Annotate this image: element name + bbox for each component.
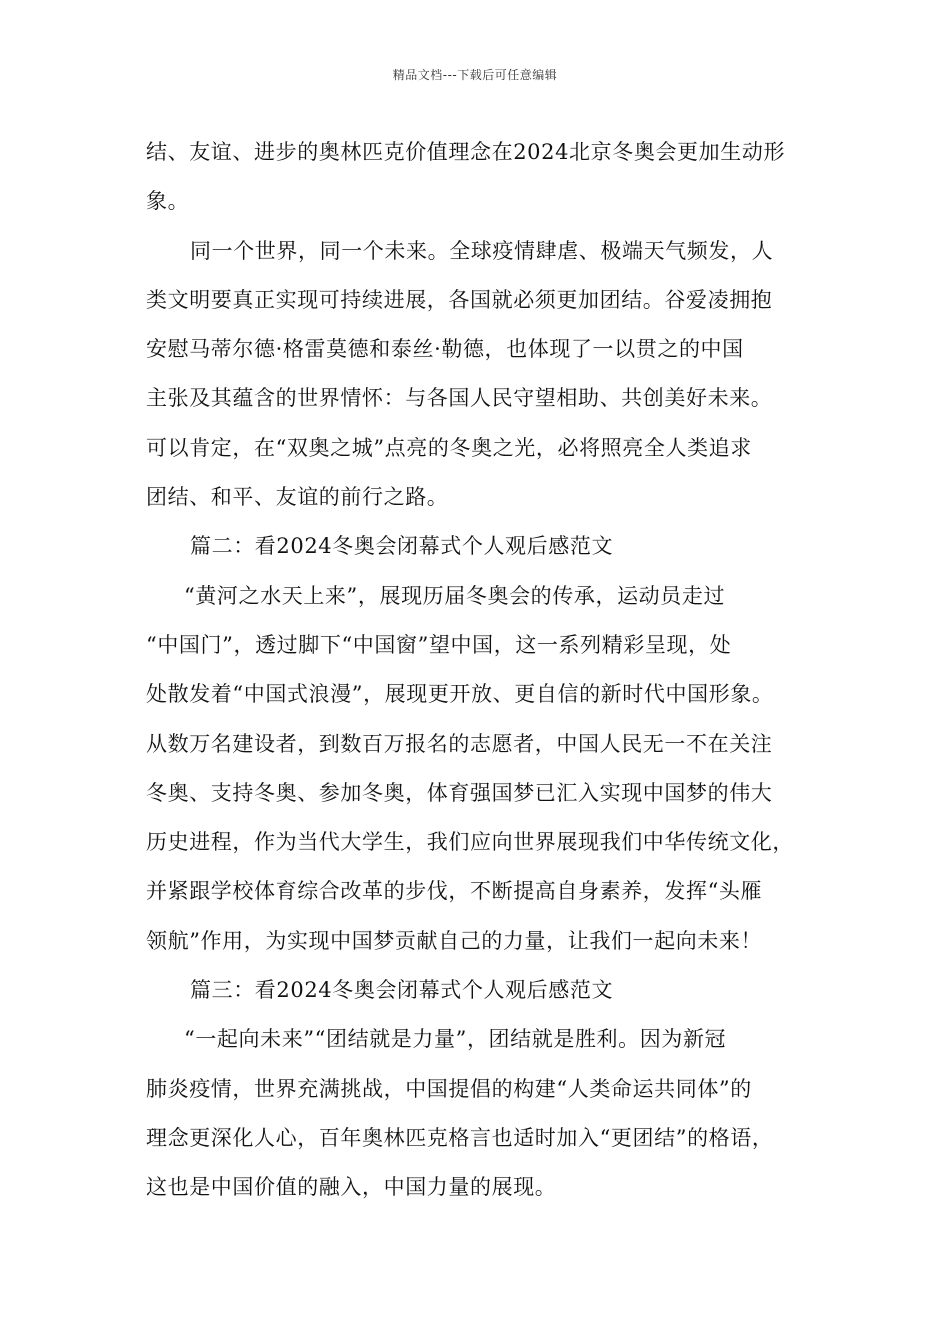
text-line: 类文明要真正实现可持续进展，各国就必须更加团结。谷爱凌拥抱 — [146, 287, 773, 312]
text-line: 安慰马蒂尔德·格雷莫德和泰丝·勒德，也体现了一以贯之的中国 — [146, 337, 744, 362]
text-line: 结、友谊、进步的奥林匹克价值理念在2024北京冬奥会更加生动形 — [146, 140, 786, 164]
text-line: “中国门”，透过脚下“中国窗”望中国，这一系列精彩呈现，处 — [146, 632, 732, 657]
paragraph-start-line: “黄河之水天上来”，展现历届冬奥会的传承，运动员走过 — [184, 583, 726, 608]
text-line: 并紧跟学校体育综合改革的步伐，不断提高自身素养，发挥“头雁 — [146, 879, 763, 904]
text-line: 理念更深化人心，百年奥林匹克格言也适时加入“更团结”的格语， — [146, 1125, 774, 1150]
text-line: 历史进程，作为当代大学生，我们应向世界展现我们中华传统文化， — [146, 830, 794, 855]
section-heading: 篇三：看2024冬奥会闭幕式个人观后感范文 — [190, 978, 614, 1003]
page-header: 精品文档---下载后可任意编辑 — [392, 68, 558, 82]
document-body — [146, 128, 826, 1213]
text-line: 肺炎疫情，世界充满挑战，中国提倡的构建“人类命运共同体”的 — [146, 1076, 752, 1101]
text-line: 团结、和平、友谊的前行之路。 — [146, 485, 449, 510]
text-line: 主张及其蕴含的世界情怀：与各国人民守望相助、共创美好未来。 — [146, 386, 773, 411]
text-line: 领航”作用，为实现中国梦贡献自己的力量，让我们一起向未来！ — [146, 928, 763, 953]
paragraph-start-line: “一起向未来”“团结就是力量”，团结就是胜利。因为新冠 — [184, 1027, 727, 1052]
section-heading: 篇二：看2024冬奥会闭幕式个人观后感范文 — [190, 534, 614, 559]
text-line: 象。 — [146, 189, 190, 214]
paragraph-start-line: 同一个世界，同一个未来。全球疫情肆虐、极端天气频发，人 — [190, 238, 774, 263]
text-line: 处散发着“中国式浪漫”，展现更开放、更自信的新时代中国形象。 — [146, 682, 774, 707]
text-line: 冬奥、支持冬奥、参加冬奥，体育强国梦已汇入实现中国梦的伟大 — [146, 780, 773, 805]
text-line: 从数万名建设者，到数百万报名的志愿者，中国人民无一不在关注 — [146, 731, 773, 756]
text-line: 这也是中国价值的融入，中国力量的展现。 — [146, 1175, 557, 1200]
text-line: 可以肯定，在“双奥之城”点亮的冬奥之光，必将照亮全人类追求 — [146, 435, 752, 460]
